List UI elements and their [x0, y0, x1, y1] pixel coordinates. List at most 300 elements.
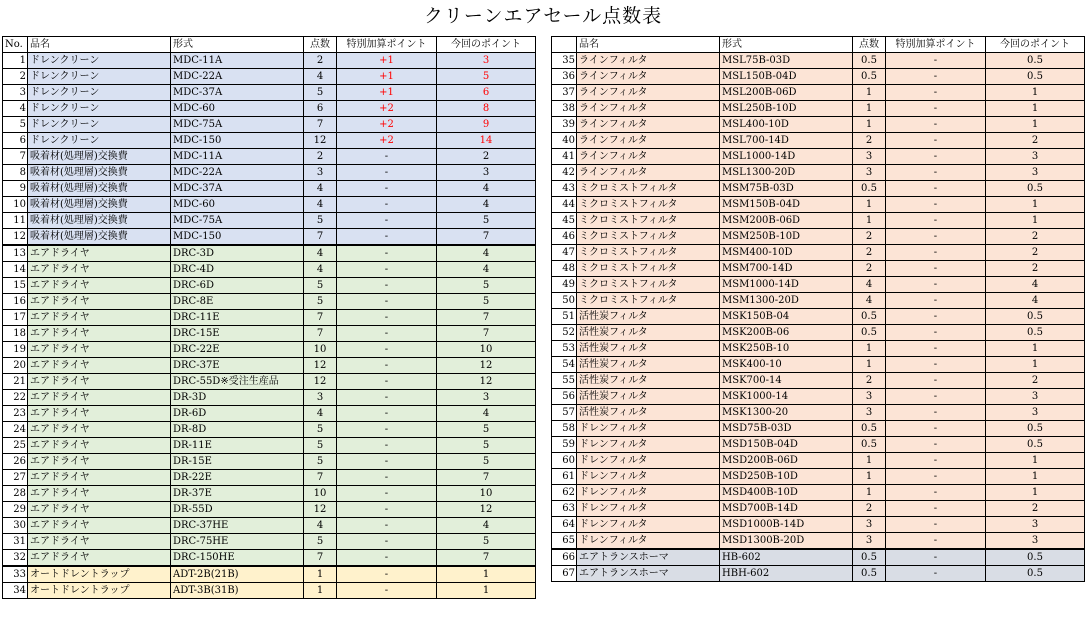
header-bonus-points: 特別加算ポイント — [337, 37, 437, 53]
product-name-cell: エアドライヤ — [28, 278, 171, 294]
bonus-points-cell: - — [886, 549, 986, 566]
row-number: 60 — [552, 453, 577, 469]
row-number: 4 — [3, 101, 28, 117]
bonus-points-cell: - — [886, 53, 986, 69]
table-row — [3, 566, 536, 583]
model-cell: MSD700B-14D — [720, 501, 853, 517]
points-cell: 0.5 — [853, 421, 886, 437]
model-cell: MSD1000B-14D — [720, 517, 853, 533]
current-points-cell: 6 — [437, 85, 536, 101]
table-row — [552, 293, 1085, 309]
table-row — [552, 229, 1085, 245]
product-name-cell: エアドライヤ — [28, 326, 171, 342]
points-cell: 0.5 — [853, 69, 886, 85]
product-name-cell: エアドライヤ — [28, 518, 171, 534]
bonus-points-cell: - — [886, 213, 986, 229]
model-cell: MSM250B-10D — [720, 229, 853, 245]
product-name-cell: エアドライヤ — [28, 454, 171, 470]
points-cell: 12 — [304, 133, 337, 149]
product-name-cell: エアドライヤ — [28, 245, 171, 262]
points-cell: 1 — [853, 101, 886, 117]
row-number: 65 — [552, 533, 577, 550]
points-cell: 0.5 — [853, 181, 886, 197]
model-cell: MDC-37A — [171, 85, 304, 101]
model-cell: MSK150B-04 — [720, 309, 853, 325]
current-points-cell: 0.5 — [986, 69, 1085, 85]
model-cell: MSM150B-04D — [720, 197, 853, 213]
header-current-points: 今回のポイント — [986, 37, 1085, 53]
table-row — [552, 101, 1085, 117]
model-cell: MSL150B-04D — [720, 69, 853, 85]
bonus-points-cell: - — [337, 310, 437, 326]
row-number: 25 — [3, 438, 28, 454]
model-cell: HBH-602 — [720, 566, 853, 582]
current-points-cell: 4 — [437, 181, 536, 197]
bonus-points-cell: - — [886, 453, 986, 469]
bonus-points-cell: +1 — [337, 53, 437, 69]
current-points-cell: 1 — [986, 85, 1085, 101]
table-row — [3, 245, 536, 262]
bonus-points-cell: - — [886, 165, 986, 181]
header-no — [552, 37, 577, 53]
table-row — [552, 405, 1085, 421]
model-cell: DR-22E — [171, 470, 304, 486]
bonus-points-cell: - — [337, 470, 437, 486]
model-cell: DR-6D — [171, 406, 304, 422]
points-cell: 7 — [304, 117, 337, 133]
table-row — [3, 454, 536, 470]
points-cell: 2 — [853, 133, 886, 149]
row-number: 40 — [552, 133, 577, 149]
points-cell: 0.5 — [853, 437, 886, 453]
points-table-left — [2, 36, 536, 599]
points-cell: 3 — [304, 390, 337, 406]
model-cell: DRC-4D — [171, 262, 304, 278]
row-number: 33 — [3, 566, 28, 583]
table-row — [552, 341, 1085, 357]
row-number: 55 — [552, 373, 577, 389]
row-number: 56 — [552, 389, 577, 405]
row-number: 31 — [3, 534, 28, 550]
table-row — [3, 358, 536, 374]
model-cell: MSM75B-03D — [720, 181, 853, 197]
row-number: 59 — [552, 437, 577, 453]
model-cell: DRC-11E — [171, 310, 304, 326]
table-row — [3, 406, 536, 422]
points-cell: 1 — [853, 213, 886, 229]
model-cell: MSK1000-14 — [720, 389, 853, 405]
current-points-cell: 2 — [986, 261, 1085, 277]
points-cell: 3 — [853, 149, 886, 165]
model-cell: MDC-150 — [171, 229, 304, 246]
points-cell: 0.5 — [853, 53, 886, 69]
points-cell: 5 — [304, 85, 337, 101]
current-points-cell: 1 — [437, 583, 536, 599]
product-name-cell: エアドライヤ — [28, 358, 171, 374]
row-number: 45 — [552, 213, 577, 229]
table-row — [552, 501, 1085, 517]
header-model: 形式 — [720, 37, 853, 53]
current-points-cell: 3 — [986, 389, 1085, 405]
table-row — [3, 181, 536, 197]
model-cell: MDC-75A — [171, 117, 304, 133]
bonus-points-cell: - — [337, 229, 437, 246]
table-row — [552, 389, 1085, 405]
product-name-cell: エアドライヤ — [28, 550, 171, 567]
current-points-cell: 5 — [437, 454, 536, 470]
table-header-row — [3, 37, 536, 53]
row-number: 3 — [3, 85, 28, 101]
row-number: 32 — [3, 550, 28, 567]
model-cell: MSM700-14D — [720, 261, 853, 277]
row-number: 66 — [552, 549, 577, 566]
bonus-points-cell: - — [337, 583, 437, 599]
model-cell: MSL250B-10D — [720, 101, 853, 117]
points-cell: 12 — [304, 374, 337, 390]
bonus-points-cell: - — [886, 101, 986, 117]
points-cell: 1 — [304, 583, 337, 599]
product-name-cell: 活性炭フィルタ — [577, 405, 720, 421]
points-cell: 7 — [304, 326, 337, 342]
bonus-points-cell: - — [886, 325, 986, 341]
bonus-points-cell: +2 — [337, 117, 437, 133]
current-points-cell: 5 — [437, 534, 536, 550]
row-number: 63 — [552, 501, 577, 517]
row-number: 20 — [3, 358, 28, 374]
table-row — [3, 326, 536, 342]
table-row — [552, 549, 1085, 566]
product-name-cell: ミクロミストフィルタ — [577, 277, 720, 293]
table-row — [552, 245, 1085, 261]
table-row — [3, 518, 536, 534]
table-row — [552, 277, 1085, 293]
table-row — [552, 261, 1085, 277]
table-row — [3, 101, 536, 117]
bonus-points-cell: +1 — [337, 85, 437, 101]
current-points-cell: 5 — [437, 422, 536, 438]
points-cell: 7 — [304, 229, 337, 246]
points-cell: 1 — [853, 357, 886, 373]
points-cell: 6 — [304, 101, 337, 117]
table-row — [552, 149, 1085, 165]
points-cell: 2 — [304, 53, 337, 69]
row-number: 43 — [552, 181, 577, 197]
current-points-cell: 2 — [986, 229, 1085, 245]
points-cell: 0.5 — [853, 566, 886, 582]
current-points-cell: 3 — [986, 149, 1085, 165]
bonus-points-cell: - — [337, 149, 437, 165]
bonus-points-cell: - — [886, 277, 986, 293]
header-bonus-points: 特別加算ポイント — [886, 37, 986, 53]
model-cell: MSL1000-14D — [720, 149, 853, 165]
product-name-cell: 活性炭フィルタ — [577, 389, 720, 405]
header-points: 点数 — [853, 37, 886, 53]
current-points-cell: 3 — [986, 517, 1085, 533]
bonus-points-cell: - — [886, 517, 986, 533]
product-name-cell: エアドライヤ — [28, 262, 171, 278]
row-number: 24 — [3, 422, 28, 438]
table-row — [3, 390, 536, 406]
row-number: 47 — [552, 245, 577, 261]
table-row — [552, 69, 1085, 85]
row-number: 26 — [3, 454, 28, 470]
table-row — [552, 309, 1085, 325]
row-number: 21 — [3, 374, 28, 390]
current-points-cell: 1 — [986, 357, 1085, 373]
product-name-cell: エアドライヤ — [28, 534, 171, 550]
table-row — [3, 550, 536, 567]
bonus-points-cell: - — [886, 181, 986, 197]
header-current-points: 今回のポイント — [437, 37, 536, 53]
row-number: 52 — [552, 325, 577, 341]
current-points-cell: 3 — [437, 53, 536, 69]
row-number: 22 — [3, 390, 28, 406]
product-name-cell: 活性炭フィルタ — [577, 373, 720, 389]
points-cell: 5 — [304, 294, 337, 310]
current-points-cell: 0.5 — [986, 181, 1085, 197]
row-number: 13 — [3, 245, 28, 262]
points-cell: 5 — [304, 454, 337, 470]
bonus-points-cell: - — [886, 117, 986, 133]
points-cell: 4 — [304, 197, 337, 213]
bonus-points-cell: - — [337, 262, 437, 278]
product-name-cell: エアドライヤ — [28, 390, 171, 406]
row-number: 46 — [552, 229, 577, 245]
bonus-points-cell: - — [886, 309, 986, 325]
current-points-cell: 10 — [437, 342, 536, 358]
model-cell: DR-37E — [171, 486, 304, 502]
model-cell: DRC-15E — [171, 326, 304, 342]
model-cell: MDC-60 — [171, 197, 304, 213]
points-cell: 4 — [304, 181, 337, 197]
row-number: 38 — [552, 101, 577, 117]
current-points-cell: 1 — [986, 469, 1085, 485]
row-number: 37 — [552, 85, 577, 101]
product-name-cell: ドレンフィルタ — [577, 485, 720, 501]
model-cell: MSD250B-10D — [720, 469, 853, 485]
table-row — [3, 294, 536, 310]
product-name-cell: ミクロミストフィルタ — [577, 293, 720, 309]
points-cell: 3 — [853, 533, 886, 550]
current-points-cell: 8 — [437, 101, 536, 117]
points-cell: 12 — [304, 502, 337, 518]
bonus-points-cell: - — [337, 326, 437, 342]
points-cell: 4 — [304, 262, 337, 278]
product-name-cell: オートドレントラップ — [28, 583, 171, 599]
row-number: 28 — [3, 486, 28, 502]
current-points-cell: 3 — [986, 165, 1085, 181]
product-name-cell: エアトランスホーマ — [577, 549, 720, 566]
model-cell: MSL200B-06D — [720, 85, 853, 101]
points-cell: 1 — [853, 453, 886, 469]
row-number: 9 — [3, 181, 28, 197]
row-number: 19 — [3, 342, 28, 358]
model-cell: DRC-3D — [171, 245, 304, 262]
table-header-row — [552, 37, 1085, 53]
points-cell: 2 — [853, 245, 886, 261]
table-row — [552, 437, 1085, 453]
row-number: 10 — [3, 197, 28, 213]
row-number: 18 — [3, 326, 28, 342]
model-cell: ADT-2B(21B) — [171, 566, 304, 583]
bonus-points-cell: - — [337, 245, 437, 262]
product-name-cell: ラインフィルタ — [577, 101, 720, 117]
table-row — [552, 357, 1085, 373]
bonus-points-cell: - — [337, 358, 437, 374]
current-points-cell: 4 — [437, 245, 536, 262]
model-cell: MSL1300-20D — [720, 165, 853, 181]
current-points-cell: 12 — [437, 502, 536, 518]
product-name-cell: エアドライヤ — [28, 342, 171, 358]
table-row — [552, 485, 1085, 501]
model-cell: DRC-37E — [171, 358, 304, 374]
table-row — [3, 342, 536, 358]
bonus-points-cell: - — [337, 454, 437, 470]
model-cell: MSK250B-10 — [720, 341, 853, 357]
row-number: 64 — [552, 517, 577, 533]
product-name-cell: ドレンクリーン — [28, 53, 171, 69]
table-row — [3, 502, 536, 518]
points-cell: 5 — [304, 438, 337, 454]
product-name-cell: ドレンクリーン — [28, 85, 171, 101]
model-cell: DRC-55D※受注生産品 — [171, 374, 304, 390]
row-number: 35 — [552, 53, 577, 69]
row-number: 39 — [552, 117, 577, 133]
product-name-cell: 活性炭フィルタ — [577, 309, 720, 325]
bonus-points-cell: +1 — [337, 69, 437, 85]
points-cell: 2 — [853, 229, 886, 245]
bonus-points-cell: - — [337, 566, 437, 583]
current-points-cell: 0.5 — [986, 53, 1085, 69]
product-name-cell: ミクロミストフィルタ — [577, 245, 720, 261]
product-name-cell: エアドライヤ — [28, 438, 171, 454]
product-name-cell: ミクロミストフィルタ — [577, 229, 720, 245]
current-points-cell: 0.5 — [986, 549, 1085, 566]
current-points-cell: 0.5 — [986, 421, 1085, 437]
table-row — [552, 566, 1085, 582]
product-name-cell: ドレンフィルタ — [577, 469, 720, 485]
product-name-cell: 活性炭フィルタ — [577, 341, 720, 357]
current-points-cell: 4 — [437, 197, 536, 213]
points-cell: 5 — [304, 422, 337, 438]
row-number: 42 — [552, 165, 577, 181]
bonus-points-cell: - — [337, 197, 437, 213]
product-name-cell: 吸着材(処理層)交換費 — [28, 197, 171, 213]
model-cell: DR-15E — [171, 454, 304, 470]
points-cell: 4 — [853, 293, 886, 309]
row-number: 1 — [3, 53, 28, 69]
row-number: 51 — [552, 309, 577, 325]
bonus-points-cell: - — [337, 374, 437, 390]
table-row — [3, 470, 536, 486]
points-cell: 10 — [304, 486, 337, 502]
current-points-cell: 0.5 — [986, 325, 1085, 341]
model-cell: MSD1300B-20D — [720, 533, 853, 550]
table-row — [3, 117, 536, 133]
table-row — [3, 165, 536, 181]
row-number: 67 — [552, 566, 577, 582]
table-row — [3, 197, 536, 213]
table-row — [552, 421, 1085, 437]
bonus-points-cell: - — [886, 566, 986, 582]
product-name-cell: 吸着材(処理層)交換費 — [28, 229, 171, 246]
points-cell: 1 — [304, 566, 337, 583]
points-table-right — [551, 36, 1085, 582]
bonus-points-cell: - — [886, 533, 986, 550]
bonus-points-cell: - — [886, 69, 986, 85]
table-row — [552, 213, 1085, 229]
current-points-cell: 1 — [986, 341, 1085, 357]
points-cell: 3 — [853, 165, 886, 181]
model-cell: MSL75B-03D — [720, 53, 853, 69]
table-row — [3, 583, 536, 599]
row-number: 41 — [552, 149, 577, 165]
current-points-cell: 4 — [437, 518, 536, 534]
points-cell: 2 — [853, 261, 886, 277]
bonus-points-cell: - — [337, 486, 437, 502]
bonus-points-cell: - — [337, 342, 437, 358]
bonus-points-cell: - — [886, 421, 986, 437]
current-points-cell: 1 — [986, 213, 1085, 229]
model-cell: MSM1000-14D — [720, 277, 853, 293]
bonus-points-cell: - — [337, 213, 437, 229]
model-cell: DRC-150HE — [171, 550, 304, 567]
header-product-name: 品名 — [577, 37, 720, 53]
table-row — [3, 69, 536, 85]
bonus-points-cell: - — [886, 373, 986, 389]
points-cell: 1 — [853, 197, 886, 213]
current-points-cell: 3 — [986, 533, 1085, 550]
model-cell: MSK1300-20 — [720, 405, 853, 421]
header-product-name: 品名 — [28, 37, 171, 53]
product-name-cell: ドレンフィルタ — [577, 421, 720, 437]
current-points-cell: 12 — [437, 358, 536, 374]
row-number: 34 — [3, 583, 28, 599]
model-cell: MSL400-10D — [720, 117, 853, 133]
points-cell: 4 — [304, 518, 337, 534]
points-cell: 0.5 — [853, 549, 886, 566]
points-cell: 4 — [304, 406, 337, 422]
table-row — [3, 534, 536, 550]
model-cell: DR-3D — [171, 390, 304, 406]
header-model: 形式 — [171, 37, 304, 53]
bonus-points-cell: - — [337, 165, 437, 181]
row-number: 53 — [552, 341, 577, 357]
bonus-points-cell: - — [337, 422, 437, 438]
row-number: 58 — [552, 421, 577, 437]
bonus-points-cell: - — [886, 85, 986, 101]
current-points-cell: 7 — [437, 326, 536, 342]
points-cell: 7 — [304, 550, 337, 567]
current-points-cell: 5 — [437, 294, 536, 310]
current-points-cell: 12 — [437, 374, 536, 390]
row-number: 48 — [552, 261, 577, 277]
row-number: 16 — [3, 294, 28, 310]
row-number: 62 — [552, 485, 577, 501]
current-points-cell: 1 — [986, 197, 1085, 213]
row-number: 11 — [3, 213, 28, 229]
page-title: クリーンエアセール点数表 — [423, 5, 663, 27]
product-name-cell: ミクロミストフィルタ — [577, 181, 720, 197]
row-number: 17 — [3, 310, 28, 326]
model-cell: MDC-11A — [171, 53, 304, 69]
model-cell: HB-602 — [720, 549, 853, 566]
current-points-cell: 2 — [986, 373, 1085, 389]
current-points-cell: 3 — [437, 165, 536, 181]
current-points-cell: 7 — [437, 310, 536, 326]
row-number: 27 — [3, 470, 28, 486]
product-name-cell: ドレンクリーン — [28, 133, 171, 149]
